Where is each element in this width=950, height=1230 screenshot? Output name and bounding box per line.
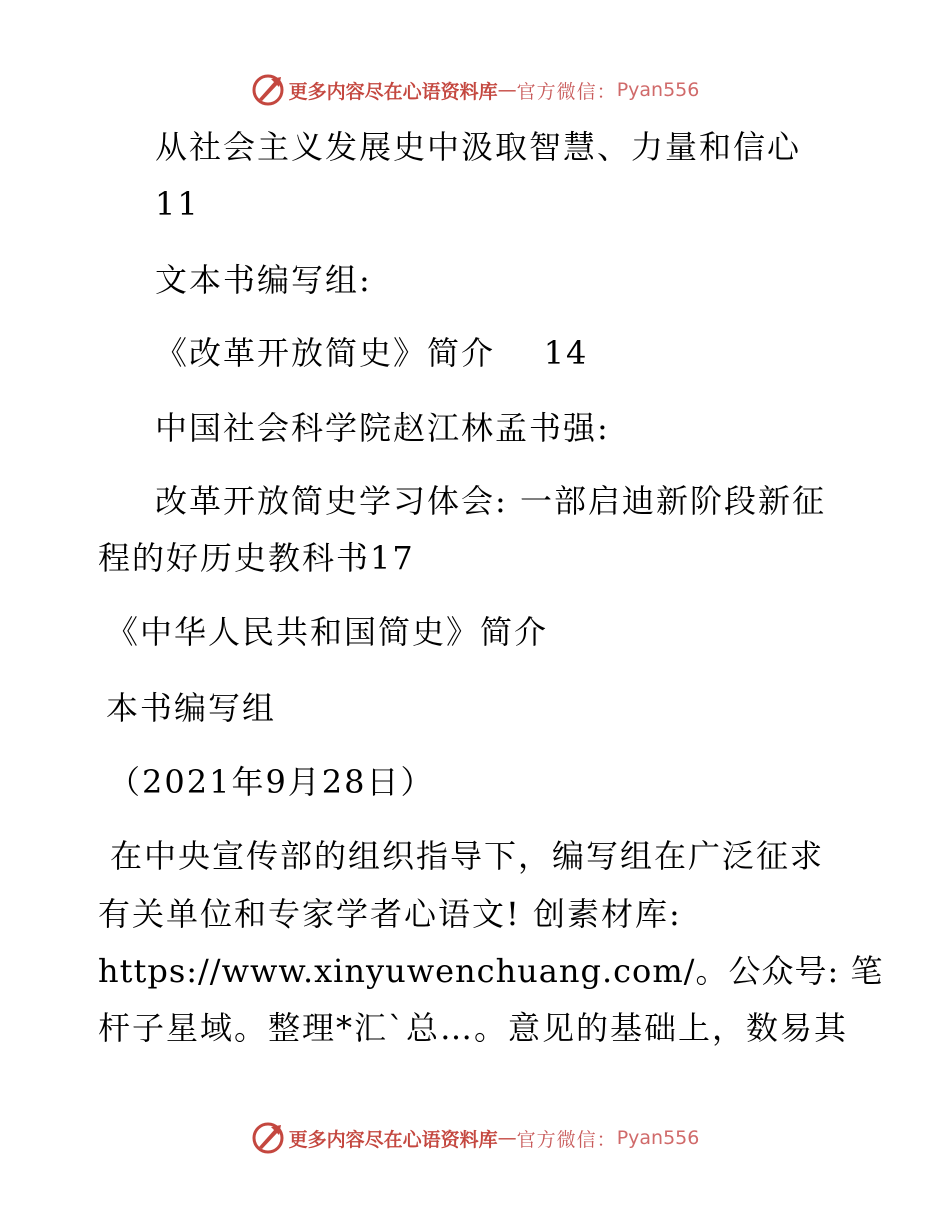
text-line: 文本书编写组: [155,261,372,299]
banner-wechat-label: 官方微信： [516,1128,617,1151]
text-line: 有关单位和专家学者心语文! 创素材库: [98,895,682,933]
text-line: 11 [155,185,200,223]
text-line: 中国社会科学院赵江林孟书强: [155,409,610,447]
text-line: 程的好历史教科书17 [98,539,415,577]
banner-wechat-id: Pyan556 [616,79,700,101]
banner-title: 更多内容尽在心语资料库 [288,1128,498,1151]
banner-wechat-label: 官方微信： [516,80,617,103]
text-line: 《中华人民共和国简史》简介 [106,613,549,651]
quill-logo-icon [251,73,285,107]
text-line: 在中央宣传部的组织指导下，编写组在广泛征求 [110,837,825,875]
text-line: https://www.xinyuwenchuang.com/。公众号: 笔 [98,952,884,990]
banner-dash: — [497,79,517,101]
banner-title: 更多内容尽在心语资料库 [288,80,498,103]
text-line: 杆子星域。整理*汇`总…。意见的基础上，数易其 [98,1009,849,1047]
text-line: 本书编写组 [106,689,277,727]
header-banner [0,70,950,110]
banner-dash: — [497,1127,517,1149]
text-line: （2021年9月28日） [108,763,435,801]
text-line: 改革开放简史学习体会: 一部启迪新阶段新征 [155,482,826,520]
footer-banner [0,1118,950,1158]
quill-logo-icon [251,1121,285,1155]
text-line: 从社会主义发展史中汲取智慧、力量和信心 [155,128,802,166]
banner-wechat-id: Pyan556 [616,1127,700,1149]
text-line: 《改革开放简史》简介 14 [155,334,589,372]
